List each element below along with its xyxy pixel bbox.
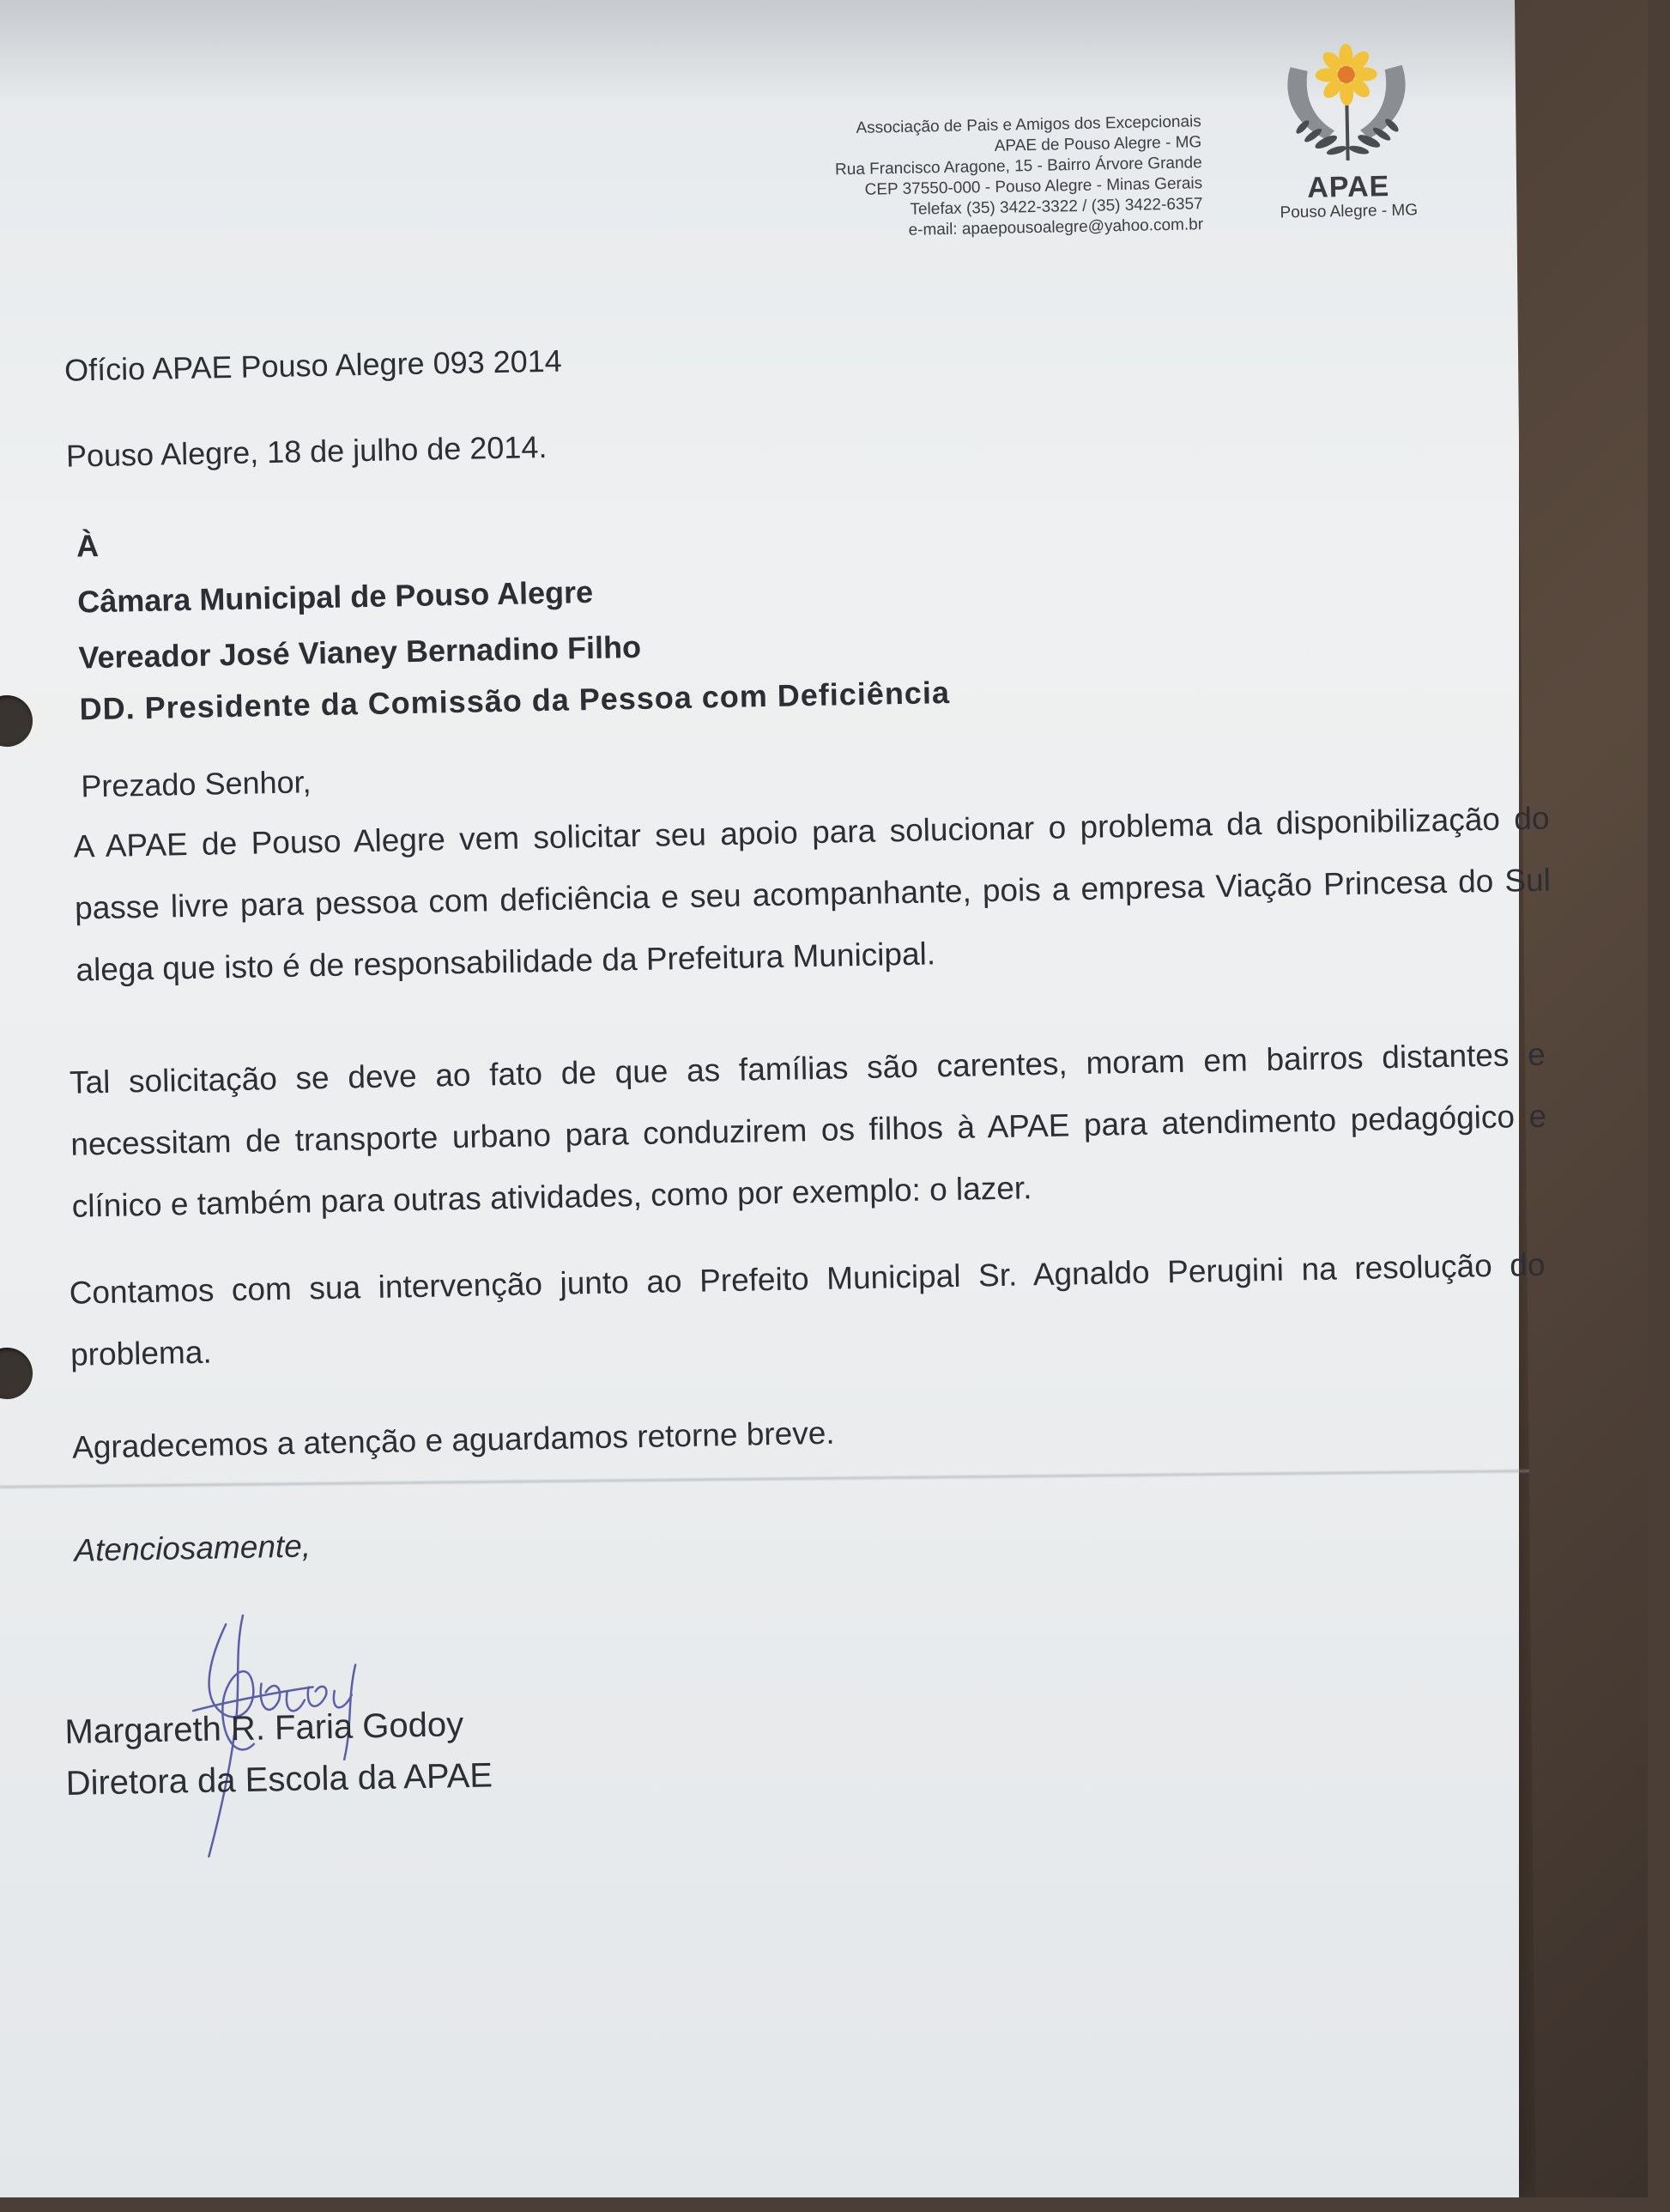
signature-text: Godoy [187,1882,191,1884]
letterhead-address [712,112,1204,245]
recipient-institution: Câmara Municipal de Pouso Alegre [76,573,594,620]
signatory-name: Margareth R. Faria Godoy [64,1706,464,1751]
recipient-name: Vereador José Vianey Bernadino Filho [78,628,642,676]
logo-city: Pouso Alegre - MG [1280,201,1419,222]
paragraph-2: Tal solicitação se deve ao fato de que as famílias são carentes, moram em bairros distantes e necessitam de transporte urbano para conduzirem os filhos à APAE para atendimento pedagógico e clínico e também para outras atividades, como por exemplo: o lazer. [69,1036,1547,1224]
letterhead-line: Rua Francisco Aragone, 15 - Bairro Árvore Grande [834,154,1202,179]
recipient-title: DD. Presidente da Comissão da Pessoa com Deficiência [79,674,951,727]
letterhead-line: Telefax (35) 3422-3322 / (35) 3422-6357 [910,195,1203,219]
signatory-title: Diretora da Escola da APAE [65,1756,493,1803]
apae-logo [1260,39,1435,223]
flower-hands-icon [1273,39,1421,170]
letterhead-line: CEP 37550-000 - Pouso Alegre - Minas Gerais [864,174,1203,199]
letterhead-line: Associação de Pais e Amigos dos Excepcionais [856,112,1201,137]
greeting: Prezado Senhor, [81,764,312,804]
recipient-to: À [76,527,100,564]
letter-date: Pouso Alegre, 18 de julho de 2014. [65,428,548,474]
paragraph-3: Contamos com sua intervenção junto ao Prefeito Municipal Sr. Agnaldo Perugini na resolução do problema. [69,1246,1546,1373]
letterhead-line: APAE de Pouso Alegre - MG [994,133,1202,155]
logo-name: APAE [1306,170,1390,204]
letterhead-email: e-mail: apaepousoalegre@yahoo.com.br [908,215,1204,239]
reference-number: Ofício APAE Pouso Alegre 093 2014 [64,342,563,388]
closing: Atenciosamente, [74,1528,312,1568]
paragraph-4: Agradecemos a atenção e aguardamos retorne breve. [71,1415,835,1465]
paragraph-1: A APAE de Pouso Alegre vem solicitar seu apoio para solucionar o problema da disponibilização do passe livre para pessoa com deficiência e seu acompanhante, pois a empresa Viação Princesa do Sul alega que isto é de responsabilidade da Prefeitura Municipal. [73,800,1552,988]
